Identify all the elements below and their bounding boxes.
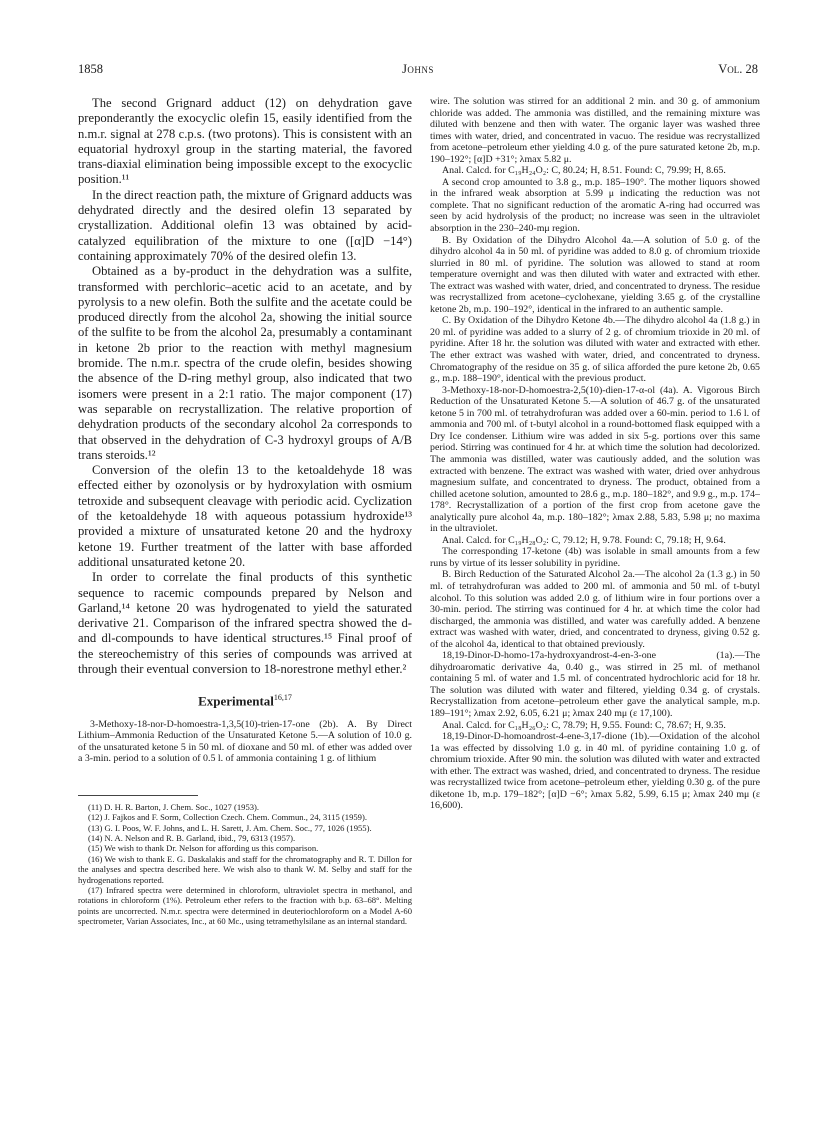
right-column <box>430 96 760 812</box>
footnote: (13) G. I. Poos, W. F. Johns, and L. H. Sarett, J. Am. Chem. Soc., 77, 1026 (1955). <box>88 822 372 833</box>
paragraph: In order to correlate the final products of this synthetic sequence to racemic compounds prepared by Nelson and Garland,¹⁴ ketone 20 was hydrogenated to yield the saturated derivative 21. Comparison of the infrared spectra showed the d- and dl-compounds to have identical structures.¹⁵ Final proof of the stereochemistry of this series of compounds was arrived at through their eventual conversion to 18-norestrone methyl ether.² <box>78 570 412 676</box>
paragraph: Anal. Calcd. for C₁₈H₂₆O₂: C, 78.79; H, 9.55. Found: C, 78.67; H, 9.35. <box>442 719 726 731</box>
footnote: (11) D. H. R. Barton, J. Chem. Soc., 1027 (1953). <box>88 801 260 812</box>
footnote: (17) Infrared spectra were determined in chloroform, ultraviolet spectra in methanol, and rotations in chloroform (1%). Petroleum ether refers to the fraction with b.p. 63–68°. Melting points are uncorrected. N.m.r. spectra were determined in deuteriochloroform on a Model A-60 spectrometer, Varian Associates, Inc., at 60 Mc., using tetramethylsilane as an internal standard. <box>78 885 412 927</box>
footnote: (14) N. A. Nelson and R. B. Garland, ibid., 79, 6313 (1957). <box>88 833 296 844</box>
paragraph: B. By Oxidation of the Dihydro Alcohol 4a.—A solution of 5.0 g. of the dihydro alcohol 4a in 50 ml. of pyridine was added to 8.0 g. of chromium trioxide slurried in 80 ml. of pyridine. The solution was allowed to stand at room temperature overnight and was then diluted with water and extracted with ether. The extract was washed with water, dried, and concentrated to dryness. The residue was recrystallized from acetone–cyclohexane, yielding 3.65 g. of the crystalline ketone 2b, m.p. 190–192°, identical in the infrared to an authentic sample. <box>430 234 760 315</box>
paragraph: 3-Methoxy-18-nor-D-homoestra-1,3,5(10)-trien-17-one (2b). A. By Direct Lithium–Ammonia Reduction of the Unsaturated Ketone 5.—A solution of 10.0 g. of the unsaturated ketone 5 in 50 ml. of dioxane and 50 ml. of ether was added over a 3-min. period to a solution of 0.5 l. of ammonia containing 1 g. of lithium <box>78 718 412 765</box>
paragraph: The second Grignard adduct (12) on dehydration gave preponderantly the exocyclic olefin 15, easily identified from the n.m.r. signal at 278 c.p.s. (two protons). This is consistent with an equatorial hydroxyl group in the starting material, the favored trans-diaxial elimination being impossible except to the exocyclic position.¹¹ <box>78 96 412 187</box>
paragraph: 18,19-Dinor-D-homoandrost-4-ene-3,17-dione (1b).—Oxidation of the alcohol 1a was effected by dissolving 1.0 g. in 40 ml. of pyridine containing 1.0 g. of chromium trioxide. After 90 min. the solution was diluted with water and extracted with ether. The extract was washed, dried, and concentrated to dryness. The residue was recrystallized twice from acetone–petroleum ether, yielding 0.30 g. of the pure diketone 1b, m.p. 179–182°; [α]D −6°; λmax 5.82, 5.99, 6.15 μ; λmax 240 mμ (ε 16,600). <box>430 731 760 812</box>
experimental-heading: Experimental$^{16,17}$ <box>198 693 292 709</box>
footnotes <box>78 802 412 927</box>
footnote: (15) We wish to thank Dr. Nelson for affording us this comparison. <box>88 843 319 854</box>
paragraph: In the direct reaction path, the mixture of Grignard adducts was dehydrated directly and the desired olefin 13 separated by crystallization. Additional olefin 13 was obtained by acid-catalyzed equilibration of the mixture to one ([α]D −14°) containing approximately 70% of the desired olefin 13. <box>78 187 412 263</box>
volume-label: Vol. 28 <box>718 62 758 76</box>
footnote: (16) We wish to thank E. G. Daskalakis and staff for the chromatography and R. T. Dillon for the analyses and spectra described here. We wish also to thank W. M. Selby and staff for the hydrogenations reported. <box>78 853 412 885</box>
paragraph: Obtained as a by-product in the dehydration was a sulfite, transformed with perchloric–acetic acid to an acetate, and by pyrolysis to a new olefin. Both the sulfite and the acetate could be produced directly from the alcohol 2a, showing the initial source of the sulfite to be from the alcohol 2a, presumably a contaminant in ketone 2b prior to the reaction with methyl magnesium bromide. The n.m.r. spectra of the crude olefin, besides showing the absence of the D-ring methyl group, also indicated that two isomers were present in a 2:1 ratio. The major component (17) was separable on recrystallization. The relative proportion of dehydration products of the secondary alcohol 2a corresponds to that observed in the dehydration of C-3 hydroxyl groups of A/B trans steroids.¹² <box>78 264 412 462</box>
paragraph: Anal. Calcd. for C₁₉H₂₄O₂: C, 80.24; H, 8.51. Found: C, 79.99; H, 8.65. <box>442 165 726 177</box>
discussion-text <box>78 96 412 677</box>
paragraph: C. By Oxidation of the Dihydro Ketone 4b.—The dihydro alcohol 4a (1.8 g.) in 20 ml. of pyridine was added to a slurry of 2 g. of chromium trioxide in 20 ml. of pyridine. After 18 hr. the solution was diluted with water and extracted with ether. The ether extract was washed with water, dried, and concentrated to dryness. Chromatography of the residue on 35 g. of silica afforded the pure ketone 2b, 0.65 g., m.p. 188–190°, identical with the previous product. <box>430 315 760 385</box>
footnote-divider <box>78 795 198 796</box>
experimental-text <box>78 719 412 765</box>
paragraph: The corresponding 17-ketone (4b) was isolable in small amounts from a few runs by virtue of its lesser solubility in pyridine. <box>430 546 760 569</box>
left-column <box>78 96 412 927</box>
paragraph: Anal. Calcd. for C₁₉H₂₈O₂: C, 79.12; H, 9.78. Found: C, 79.18; H, 9.64. <box>442 534 726 546</box>
page-number: 1858 <box>78 62 103 76</box>
running-author: Johns <box>402 62 434 76</box>
paragraph: B. Birch Reduction of the Saturated Alcohol 2a.—The alcohol 2a (1.3 g.) in 50 ml. of tetrahydrofuran was added to 200 ml. of ammonia and 50 ml. of t-butyl alcohol. To this solution was added 2.0 g. of lithium wire in four portions over a 30-min. period. The stirring was continued for 4 hr. at which time the color had discharged, the ammonia was distilled, and water was carefully added. A benzene extract was washed with water, dried, and concentrated to dryness, giving 0.52 g. of the alcohol 4a, identical to that obtained previously. <box>430 569 760 650</box>
experimental-refs: 16,17 <box>273 693 292 703</box>
running-header <box>78 62 758 78</box>
paragraph: 3-Methoxy-18-nor-D-homoestra-2,5(10)-dien-17-α-ol (4a). A. Vigorous Birch Reduction of the Unsaturated Ketone 5.—A solution of 46.7 g. of the unsaturated ketone 5 in 700 ml. of tetrahydrofuran was added over a 60-min. period to 1.6 l. of ammonia and 700 ml. of t-butyl alcohol in a round-bottomed flask equipped with a Dry Ice condenser. Lithium wire was added in six 5-g. portions over this same period. Stirring was continued for 4 hr. at which time the solution had decolorized. The ammonia was distilled, water was cautiously added, and the solution was extracted with benzene. The extract was washed with water, dried over anhydrous magnesium sulfate, and concentrated to dryness. The product, obtained from a chilled acetone solution, amounted to 28.6 g., m.p. 180–182°, and 9.9 g., m.p. 174–178°. Recrystallization of a portion of the first crop from acetone gave the analytically pure alcohol 4a, m.p. 180–182°; λmax 2.88, 5.83, 5.98 μ; no maxima in the ultraviolet. <box>430 384 760 535</box>
paragraph: 18,19-Dinor-D-homo-17a-hydroxyandrost-4-en-3-one (1a).—The dihydroaromatic derivative 4a, 0.40 g., was stirred in 25 ml. of methanol containing 5 ml. of water and 1.5 ml. of concentrated hydrochloric acid for 18 hr. The solution was diluted with water and filtered, yielding 0.34 g. of crystals. Recrystallization from acetone–petroleum ether gave the analytical sample, m.p. 189–191°; λmax 2.92, 6.05, 6.21 μ; λmax 240 mμ (ε 17,100). <box>430 650 760 719</box>
paragraph: Conversion of the olefin 13 to the ketoaldehyde 18 was effected either by ozonolysis or by hydroxylation with osmium tetroxide and subsequent cleavage with periodic acid. Cyclization of the ketoaldehyde 18 with aqueous potassium hydroxide¹³ provided a mixture of unsaturated ketone 20 and the hydroxy ketone 19. Further treatment of the latter with base afforded additional unsaturated ketone 20. <box>78 463 412 569</box>
paragraph: wire. The solution was stirred for an additional 2 min. and 30 g. of ammonium chloride was added. The ammonia was distilled, and the remaining mixture was diluted with benzene and then with water. The organic layer was washed three times with water, dried, and concentrated in vacuo. The residue was recrystallized from acetone–petroleum ether yielding 4.0 g. of the pure saturated ketone 2b, m.p. 190–192°; [α]D +31°; λmax 5.82 μ. <box>430 96 760 165</box>
paragraph: A second crop amounted to 3.8 g., m.p. 185–190°. The mother liquors showed in the infrared weak absorption at 5.99 μ indicating the reduction was not complete. That no significant reduction of the aromatic A-ring had occurred was seen by acid hydrolysis of the product; no increase was seen in the ultraviolet absorption in the 230–240-mμ region. <box>430 176 760 235</box>
footnote: (12) J. Fajkos and F. Sorm, Collection Czech. Chem. Commun., 24, 3115 (1959). <box>88 812 367 823</box>
